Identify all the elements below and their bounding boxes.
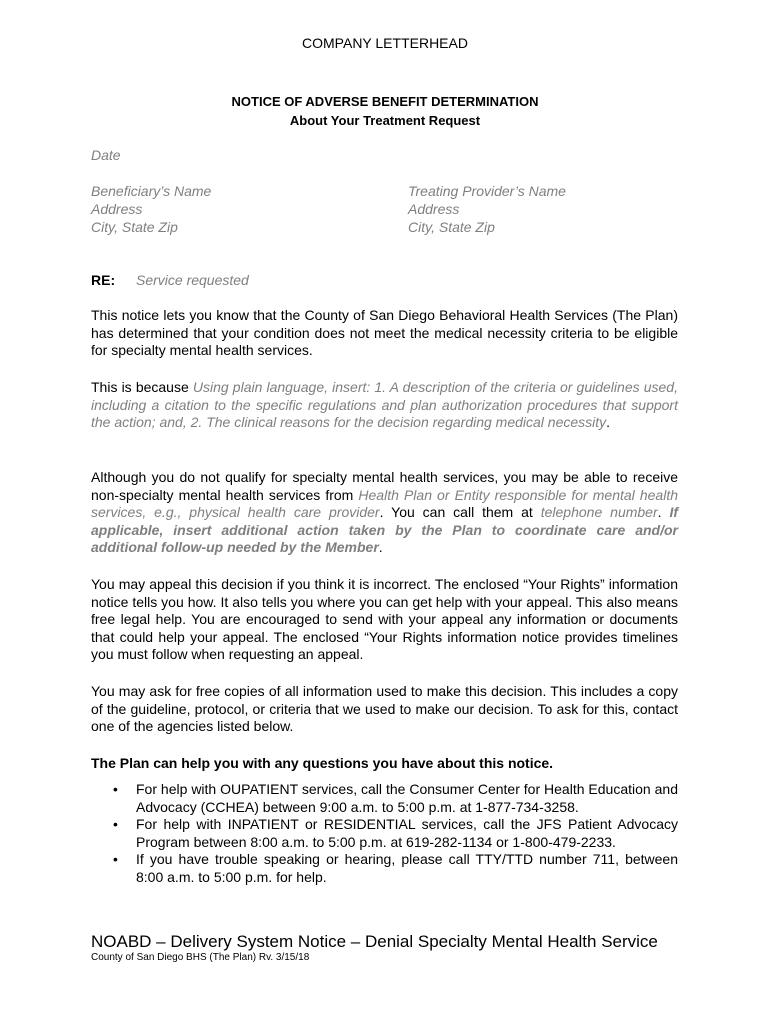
list-item bbox=[91, 851, 678, 886]
beneficiary-name: Beneficiary’s Name bbox=[91, 183, 212, 199]
notice-title: NOTICE OF ADVERSE BENEFIT DETERMINATION bbox=[231, 94, 539, 109]
non-specialty-part4: . bbox=[378, 539, 383, 556]
health-plan-placeholder: Health Plan or Entity responsible for mental health services, e.g., physical health care provider bbox=[91, 486, 679, 521]
beneficiary-city: City, State Zip bbox=[91, 219, 178, 235]
list-item bbox=[91, 816, 678, 851]
provider-city: City, State Zip bbox=[408, 219, 495, 235]
notice-subtitle: About Your Treatment Request bbox=[289, 113, 481, 128]
date-placeholder: Date bbox=[91, 147, 121, 163]
beneficiary-address-block bbox=[91, 182, 211, 236]
non-specialty-part1: Although you do not qualify for specialty mental health services, you may be able to receive non-specialty mental health services from bbox=[91, 469, 678, 503]
help-heading: The Plan can help you with any questions you have about this notice. bbox=[91, 755, 554, 771]
provider-address: Address bbox=[408, 201, 460, 217]
bullet-text-outpatient: For help with OUPATIENT services, call the Consumer Center for Health Education and Advocacy (CCHEA) between 9:00 a.m. to 5:00 p.m. at 1-877-734-3258. bbox=[136, 781, 678, 815]
non-specialty-part2: . You can call them at bbox=[379, 504, 541, 521]
bullet-icon: • bbox=[113, 781, 118, 797]
non-specialty-part3: . bbox=[657, 504, 670, 521]
paragraph-reason bbox=[91, 379, 678, 432]
footer-subtitle: County of San Diego BHS (The Plan) Rv. 3/15/18 bbox=[91, 952, 310, 963]
footer-title: NOABD – Delivery System Notice – Denial Specialty Mental Health Service bbox=[91, 932, 658, 951]
bullet-text-tty: If you have trouble speaking or hearing, please call TTY/TTD number 711, between 8:00 a.m. to 5:00 p.m. for help. bbox=[136, 851, 678, 885]
re-service-requested: Service requested bbox=[136, 272, 249, 288]
paragraph-notice-intro: This notice lets you know that the County of San Diego Behavioral Health Services (The Plan) has determined that your condition does not meet the medical necessity criteria to be eligible for specialty mental health services. bbox=[91, 307, 678, 359]
list-item bbox=[91, 781, 678, 816]
reason-tail: . bbox=[606, 414, 611, 431]
help-contact-list bbox=[91, 781, 678, 887]
additional-action-placeholder: If applicable, insert additional action taken by the Plan to coordinate care and/or additional follow-up needed by the Member bbox=[91, 504, 678, 556]
beneficiary-address: Address bbox=[91, 201, 143, 217]
provider-name: Treating Provider’s Name bbox=[408, 183, 566, 199]
bullet-text-inpatient: For help with INPATIENT or RESIDENTIAL services, call the JFS Patient Advocacy Program between 8:00 a.m. to 5:00 p.m. at 619-282-1134 or 1-800-479-2233. bbox=[136, 816, 678, 850]
paragraph-free-copies: You may ask for free copies of all information used to make this decision. This includes a copy of the guideline, protocol, or criteria that we used to make our decision. To ask for this, contact one of the agencies listed below. bbox=[91, 683, 678, 735]
bullet-icon: • bbox=[113, 816, 118, 833]
company-letterhead: COMPANY LETTERHEAD bbox=[302, 35, 468, 51]
re-label: RE: bbox=[91, 272, 116, 288]
paragraph-appeal: You may appeal this decision if you think it is incorrect. The enclosed “Your Rights” information notice tells you how. It also tells you where you can get help with your appeal. This also means free legal help. You are encouraged to send with your appeal any information or documents that could help your appeal. The enclosed “Your Rights information notice provides timelines you must follow when requesting an appeal. bbox=[91, 576, 678, 663]
provider-address-block bbox=[408, 182, 566, 236]
re-line bbox=[91, 272, 249, 288]
reason-placeholder: Using plain language, insert: 1. A description of the criteria or guidelines used, including a citation to the specific regulations and plan authorization procedures that support the action; and, 2. The clinical reasons for the decision regarding medical necessity bbox=[91, 379, 678, 431]
paragraph-non-specialty bbox=[91, 469, 678, 557]
reason-lead: This is because bbox=[91, 379, 193, 395]
telephone-placeholder: telephone number bbox=[540, 504, 658, 521]
bullet-icon: • bbox=[113, 851, 118, 868]
